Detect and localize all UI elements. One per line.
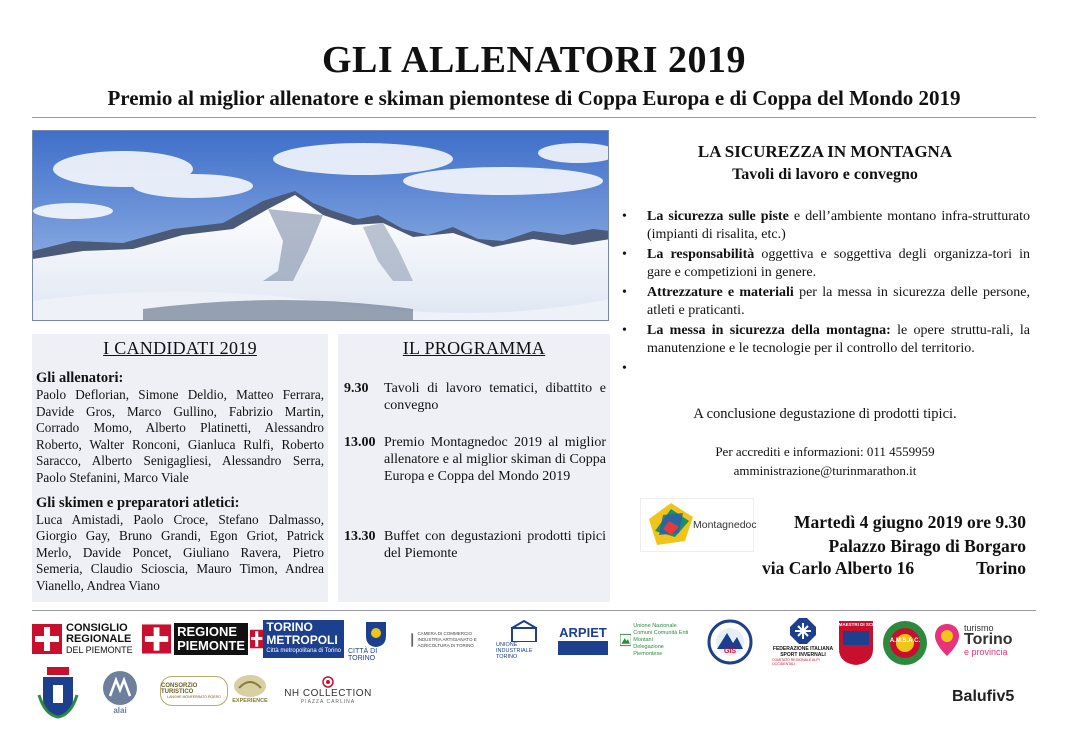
bullet-bold: La responsabilità [647, 247, 755, 262]
gis-logo [706, 618, 754, 666]
alai-badge-icon [102, 670, 138, 706]
regione-l1: REGIONE [177, 624, 238, 639]
nh-collection-logo [280, 672, 376, 708]
allenatori-title: Gli allenatori: [36, 370, 124, 386]
consiglio-l3: DEL PIEMONTE [66, 644, 133, 655]
consorzio-logo [160, 676, 228, 706]
bullet-text: e dell’ambiente montano infra-strutturato (impianti di risalita, etc.) [647, 209, 1030, 242]
nh-rose-icon [322, 676, 334, 688]
skimen-title: Gli skimen e preparatori atletici: [36, 494, 240, 511]
programma-heading: IL PROGRAMMA [402, 338, 546, 358]
bullet-icon: • [622, 247, 627, 262]
bullet-bold: La sicurezza sulle piste [647, 209, 789, 224]
balufiv5-logo: Balufiv5 [952, 688, 1015, 705]
page-subtitle: Premio al miglior allenatore e skiman piemontese di Coppa Europa e di Coppa del Mondo 2019 [107, 86, 961, 110]
snowflake-icon [790, 618, 816, 644]
mountain-photo [32, 130, 609, 321]
page-title: GLI ALLENATORI 2019 [321, 39, 747, 81]
uncem-l1: Unione Nazionale Comuni Comunità Enti Montani [633, 622, 689, 643]
candidati-heading: I CANDIDATI 2019 [103, 338, 257, 358]
bullet-item [622, 246, 1030, 282]
nh-l2: PIAZZA CARLINA [300, 698, 356, 705]
program-text: Premio Montagnedoc 2019 al miglior allenatore e al miglior skiman di Coppa Europa e Coppa del Mondo 2019 [384, 435, 606, 484]
allenatori-names: Paolo Deflorian, Simone Deldio, Matteo Ferrara, Davide Gros, Marco Gullino, Fabrizio Martin, Corrado Momo, Alberto Platinetti, Alessandro Roberto, Walter Ronconi, Gianluca Rulfi, Roberto Saracco, Alberto Senigagliesi, Alessandro Serra, Paolo Stefanini, Marco Viale [36, 387, 324, 485]
camera-commercio-logo [410, 622, 494, 658]
montagnedoc-logo [640, 498, 757, 552]
bullet-item [622, 322, 1030, 358]
sicurezza-heading: LA SICUREZZA IN MONTAGNA [697, 142, 953, 161]
experience-icon [233, 674, 267, 698]
metro-l1: TORINO [266, 620, 313, 634]
gis-badge-icon [707, 619, 753, 665]
program-time: 9.30 [344, 381, 369, 396]
amsac-label: A.M.S.A.C. [889, 638, 921, 644]
piemonte-flag-icon [32, 624, 62, 654]
alai-label: alai [113, 705, 127, 715]
info-text: Per accrediti e informazioni: 011 4559959 [715, 444, 935, 459]
consorzio-l2: LANGHE MONFERRATO ROERO [167, 695, 221, 699]
building-icon [510, 620, 538, 642]
program-time: 13.30 [344, 529, 376, 544]
turismo-l3: e provincia [964, 647, 1008, 657]
skimen-names: Luca Amistadi, Paolo Croce, Stefano Dalmasso, Giorgio Gay, Bruno Grandi, Egon Griot, Patrick Merlo, Davide Poncet, Giuliano Ravera, Pietro Semeria, Claudio Scioscia, Mauro Timon, Andrea Vianello, Andrea Viano [36, 511, 324, 593]
event-venue: Palazzo Birago di Borgaro [828, 536, 1026, 556]
experience-logo [230, 664, 270, 714]
bull-crest-icon [365, 620, 387, 648]
turismo-torino-logo [934, 620, 1024, 660]
unione-industriale-logo [496, 620, 552, 660]
uncem-logo [620, 618, 690, 662]
candidati-body [36, 370, 324, 595]
event-date: Martedì 4 giugno 2019 ore 9.30 [793, 512, 1026, 532]
sicurezza-bullets [622, 208, 1030, 380]
fisi-l3: COMITATO REGIONALE ALPI OCCIDENTALI [772, 658, 820, 666]
sicurezza-subheading: Tavoli di lavoro e convegno [732, 166, 918, 183]
fisi-l2: SPORT INVERNALI [780, 652, 826, 658]
metro-l2: METROPOLI [266, 633, 338, 647]
event-street: via Carlo Alberto 16 [762, 558, 915, 578]
unione-label: UNIONE INDUSTRIALE TORINO [496, 642, 533, 660]
regione-l2: PIEMONTE [177, 638, 245, 653]
bottom-divider [32, 610, 1036, 611]
torino-metropoli-logo [250, 618, 344, 660]
maestri-sci-logo [836, 618, 876, 668]
consorzio-l1: CONSORZIO TURISTICO [161, 683, 198, 695]
municipal-crest-logo [36, 664, 80, 720]
conclusion-text: A conclusione degustazione di prodotti tipici. [693, 406, 957, 422]
piemonte-flag-icon [142, 624, 171, 654]
montagnedoc-label: Montagnedoc [693, 519, 757, 531]
maestri-label: MAESTRI DI SCI [838, 622, 874, 627]
bullet-icon: • [622, 285, 627, 300]
email-link[interactable]: amministrazione@turinmarathon.it [733, 463, 917, 478]
program-item [344, 380, 606, 414]
bullet-icon: • [622, 209, 627, 224]
arpiet-bar [558, 641, 608, 655]
bullet-item [622, 284, 1030, 320]
camera-commercio-label: CAMERA DI COMMERCIO INDUSTRIA ARTIGIANATO E AGRICOLTURA DI TORINO [417, 631, 477, 648]
turismo-l1: turismo [964, 623, 994, 633]
bullet-icon: • [622, 323, 627, 338]
column-icon [410, 625, 414, 655]
experience-label: EXPERIENCE [232, 698, 268, 704]
bullet-text: per la messa in sicurezza delle persone, atleti e praticanti. [647, 285, 1030, 318]
amsac-logo [880, 618, 930, 668]
regione-piemonte-logo [142, 620, 248, 658]
nh-l1: NH COLLECTION [284, 687, 372, 699]
map-pin-icon [934, 623, 960, 657]
event-address [762, 556, 1026, 580]
shield-icon [250, 621, 263, 657]
fisi-logo [772, 618, 834, 666]
bullet-item-empty [622, 360, 1030, 378]
fisi-l1: FEDERAZIONE ITALIANA [772, 646, 834, 652]
program-text: Tavoli di lavoro tematici, dibattito e convegno [384, 381, 606, 413]
bullet-bold: Attrezzature e materiali [647, 285, 794, 300]
program-text: Buffet con degustazioni prodotti tipici del Piemonte [384, 529, 606, 561]
bullet-text: le opere struttu-rali, la manutenzione e le tecnologie per il controllo del territorio. [647, 323, 1030, 356]
top-divider [32, 117, 1036, 118]
arpiet-label: ARPIET [559, 625, 607, 640]
consiglio-regionale-logo [32, 620, 140, 658]
bullet-icon: • [622, 361, 627, 376]
bullet-item [622, 208, 1030, 244]
program-item [344, 434, 606, 485]
bullet-bold: La messa in sicurezza della montagna: [647, 323, 891, 338]
uncem-icon [620, 628, 631, 652]
program-time: 13.00 [344, 435, 376, 450]
turismo-l2: Torino [964, 631, 1013, 648]
crest-icon [37, 665, 79, 719]
consiglio-l1: CONSIGLIO [66, 621, 128, 634]
program-item [344, 528, 606, 562]
alai-logo [92, 666, 148, 718]
citta-torino-logo [348, 616, 404, 666]
consiglio-l2: REGIONALE [66, 632, 132, 645]
citta-torino-label: CITTÀ DI TORINO [348, 648, 378, 662]
gis-label: GIS [723, 648, 737, 655]
uncem-l2: Delegazione Piemontese [633, 643, 664, 657]
bullet-text: oggettiva e soggettiva degli organizza-tori in gare e competizioni in genere. [647, 247, 1030, 280]
metro-l3: Città metropolitana di Torino [266, 648, 341, 654]
arpiet-logo [554, 620, 612, 660]
event-city: Torino [976, 558, 1026, 578]
